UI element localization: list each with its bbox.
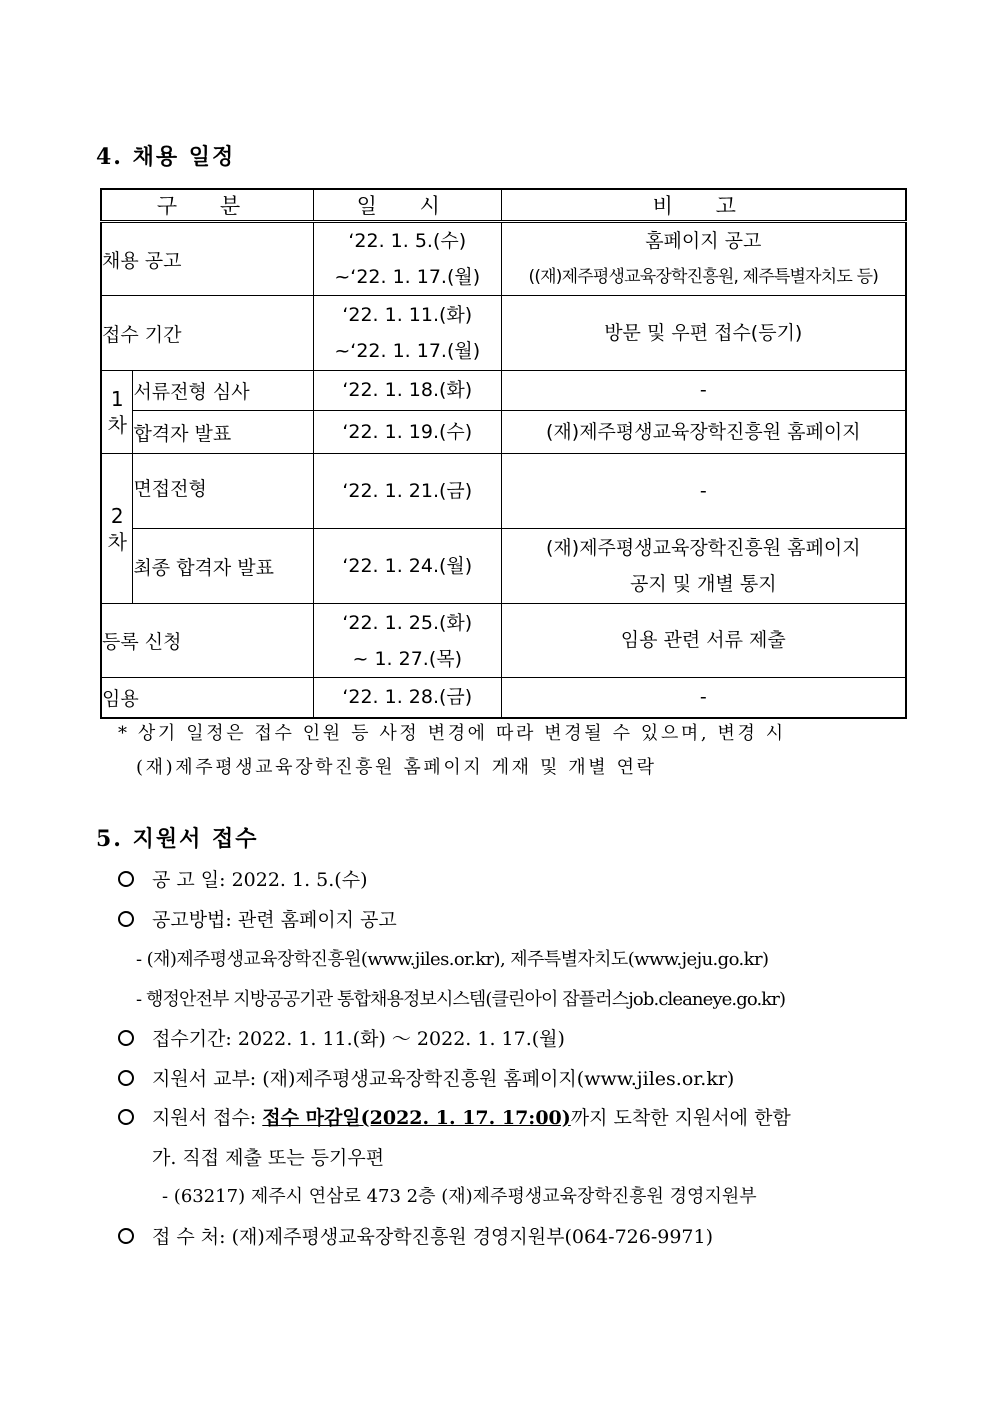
table-row	[101, 454, 906, 529]
row-date	[313, 604, 501, 678]
list-subitem: 가. 직접 제출 또는 등기우편	[152, 1147, 385, 1169]
table-row	[101, 604, 906, 678]
note-line: 공지 및 개별 통지	[629, 573, 777, 595]
footnote-line-2: (재)제주평생교육장학진흥원 홈페이지 게재 및 개별 연락	[136, 757, 657, 778]
list-item	[118, 905, 397, 932]
row-note: (재)제주평생교육장학진흥원 홈페이지	[501, 411, 906, 454]
circle-bullet-icon	[118, 871, 134, 887]
note-line: 홈페이지 공고	[645, 230, 762, 252]
item-text: 접 수 처: (재)제주평생교육장학진흥원 경영지원부(064-726-9971)	[152, 1226, 714, 1248]
row-note: 방문 및 우편 접수(등기)	[501, 296, 906, 371]
row-date: ‘22. 1. 21.(금)	[313, 454, 501, 529]
row-label: 접수 기간	[101, 296, 313, 371]
row-label: 면접전형	[133, 454, 314, 529]
circle-bullet-icon	[118, 911, 134, 927]
list-item	[118, 1024, 565, 1051]
item-text: 공 고 일: 2022. 1. 5.(수)	[152, 869, 368, 891]
row-label: 채용 공고	[101, 222, 313, 296]
date-end: ~‘22. 1. 17.(월)	[334, 340, 481, 362]
section-4-title: 4. 채용 일정	[96, 144, 236, 170]
row-date	[313, 222, 501, 296]
item-text: 지원서 교부: (재)제주평생교육장학진흥원 홈페이지(www.jiles.or.kr)	[152, 1068, 735, 1090]
list-item	[118, 1103, 791, 1130]
table-row	[101, 371, 906, 411]
stage-1-label	[101, 371, 133, 454]
table-row	[101, 296, 906, 371]
header-note: 비 고	[501, 189, 906, 222]
row-date: ‘22. 1. 19.(수)	[313, 411, 501, 454]
row-date: ‘22. 1. 24.(월)	[313, 529, 501, 604]
stage-number: 1	[110, 387, 124, 411]
stage-suffix: 차	[107, 413, 127, 437]
list-subitem: - 행정안전부 지방공공기관 통합채용정보시스템(클린아이 잡플러스job.cleaneye.go.kr)	[136, 989, 786, 1010]
circle-bullet-icon	[118, 1228, 134, 1244]
row-date: ‘22. 1. 28.(금)	[313, 678, 501, 718]
date-start: ‘22. 1. 11.(화)	[342, 304, 473, 326]
section-5-title: 5. 지원서 접수	[96, 826, 259, 852]
date-end: ~‘22. 1. 17.(월)	[334, 266, 481, 288]
schedule-table	[100, 188, 907, 719]
list-subitem: - (재)제주평생교육장학진흥원(www.jiles.or.kr), 제주특별자치도(www.jeju.go.kr)	[136, 949, 769, 970]
date-start: ‘22. 1. 5.(수)	[348, 230, 467, 252]
header-category: 구 분	[101, 189, 313, 222]
item-text: 공고방법: 관련 홈페이지 공고	[152, 909, 397, 931]
row-note: -	[501, 371, 906, 411]
circle-bullet-icon	[118, 1109, 134, 1125]
header-date: 일 시	[313, 189, 501, 222]
row-date	[313, 296, 501, 371]
row-note: 임용 관련 서류 제출	[501, 604, 906, 678]
list-item	[118, 1222, 713, 1249]
note-line: ((재)제주평생교육장학진흥원, 제주특별자치도 등)	[528, 267, 879, 287]
row-label: 서류전형 심사	[133, 371, 314, 411]
footnote-line-1: * 상기 일정은 접수 인원 등 사정 변경에 따라 변경될 수 있으며, 변경 시	[118, 723, 786, 744]
date-end: ~ 1. 27.(목)	[352, 647, 463, 670]
row-note: -	[501, 678, 906, 718]
table-row	[101, 411, 906, 454]
row-label: 최종 합격자 발표	[133, 529, 314, 604]
row-note	[501, 529, 906, 604]
item-text: 까지 도착한 지원서에 한함	[570, 1107, 791, 1129]
list-item	[118, 1064, 734, 1091]
table-row	[101, 222, 906, 296]
stage-2-label	[101, 454, 133, 604]
row-label: 임용	[101, 678, 313, 718]
row-label: 합격자 발표	[133, 411, 314, 454]
row-note	[501, 222, 906, 296]
date-start: ‘22. 1. 25.(화)	[342, 611, 473, 634]
table-header-row	[101, 189, 906, 222]
note-line: (재)제주평생교육장학진흥원 홈페이지	[546, 537, 861, 559]
circle-bullet-icon	[118, 1030, 134, 1046]
row-note: -	[501, 454, 906, 529]
circle-bullet-icon	[118, 1070, 134, 1086]
table-row	[101, 678, 906, 718]
list-subitem: - (63217) 제주시 연삼로 473 2층 (재)제주평생교육장학진흥원 경영지원부	[162, 1186, 757, 1207]
row-date: ‘22. 1. 18.(화)	[313, 371, 501, 411]
stage-suffix: 차	[107, 529, 127, 554]
list-item	[118, 865, 368, 892]
stage-number: 2	[110, 503, 124, 528]
deadline-emphasis: 접수 마감일(2022. 1. 17. 17:00)	[262, 1107, 571, 1129]
item-text: 지원서 접수:	[152, 1107, 263, 1129]
table-row	[101, 529, 906, 604]
row-label: 등록 신청	[101, 604, 313, 678]
item-text: 접수기간: 2022. 1. 11.(화) ～ 2022. 1. 17.(월)	[152, 1028, 565, 1050]
